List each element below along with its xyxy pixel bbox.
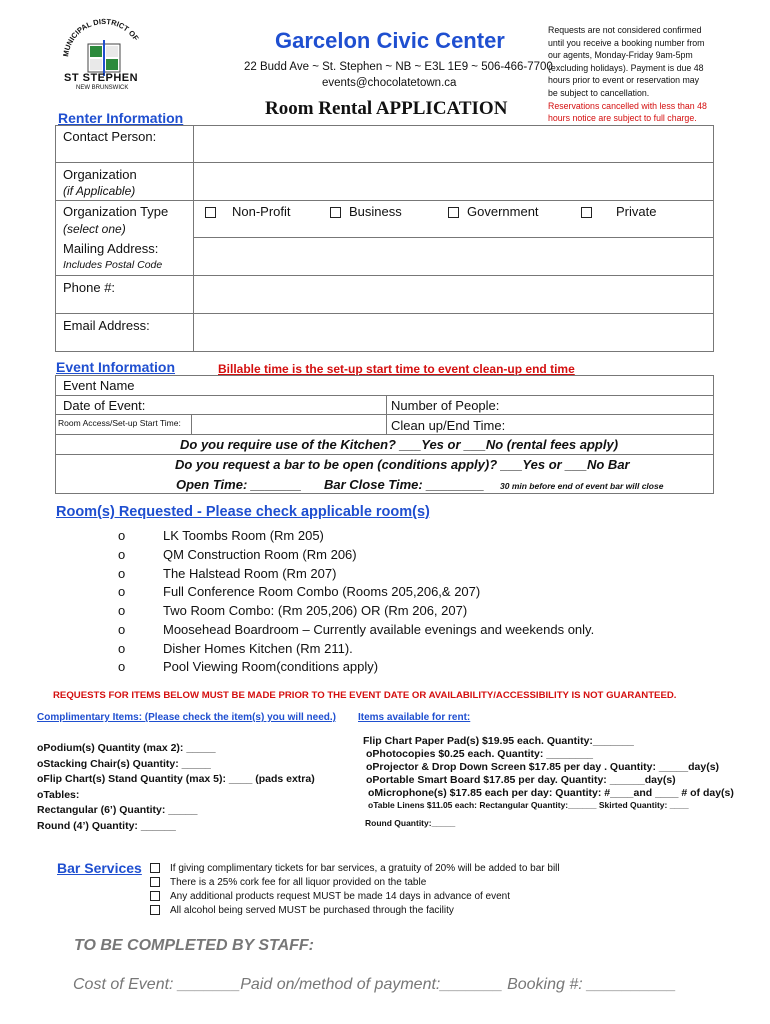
bar-service-item[interactable]: All alcohol being served MUST be purchased through the facility [150,905,454,916]
rent-item-linens[interactable]: oTable Linens $11.05 each: Rectangular Quantity:______ Skirted Quantity: ____ [368,800,689,810]
postal-note: Includes Postal Code [63,259,163,271]
access-input[interactable] [193,415,385,433]
staff-heading: TO BE COMPLETED BY STAFF: [74,937,315,954]
complimentary-list [37,741,315,835]
kitchen-question: Do you require use of the Kitchen? ___Yes or ___No (rental fees apply) [180,437,619,452]
notice-line: Requests are not considered confirmed [548,25,702,35]
checkbox-icon[interactable] [150,863,160,873]
room-option[interactable]: o The Halstead Room (Rm 207) [118,566,337,581]
contact-label: Contact Person: [63,129,157,144]
bar-question: Do you request a bar to be open (conditions apply)? ___Yes or ___No Bar [175,457,630,472]
rent-item-flipchart[interactable]: Flip Chart Paper Pad(s) $19.95 each. Quantity:_______ [363,735,634,747]
close-time: Bar Close Time: ________ [324,477,485,492]
cancel-line: Reservations cancelled with less than 48 [548,100,707,111]
logo-name: ST STEPHEN [64,72,139,84]
people-label: Number of People: [391,398,500,413]
bar-service-item[interactable]: There is a 25% cork fee for all liquor provided on the table [150,877,426,888]
room-option[interactable]: o Full Conference Room Combo (Rooms 205,206,& 207) [118,584,481,599]
phone-input[interactable] [195,276,713,312]
cleanup-label: Clean up/End Time: [391,418,506,433]
svg-text:MUNICIPAL DISTRICT OF: MUNICIPAL DISTRICT OF [61,16,141,58]
complimentary-heading: Complimentary Items: (Please check the item(s) you will need.) [37,712,336,723]
requests-notice: REQUESTS FOR ITEMS BELOW MUST BE MADE PRIOR TO THE EVENT DATE OR AVAILABILITY/ACCESSIBILITY IS NOT GUARANTEED. [53,690,677,701]
rent-item-projector[interactable]: oProjector & Drop Down Screen $17.85 per day . Quantity: _____day(s) [366,761,720,773]
rect-table-qty[interactable]: Rectangular (6’) Quantity: _____ [37,804,198,817]
room-option[interactable]: o Disher Homes Kitchen (Rm 211). [118,641,353,656]
flipchart-stand-item[interactable]: oFlip Chart(s) Stand Quantity (max 5): ____ (pads extra) [37,773,315,786]
address: 22 Budd Ave ~ St. Stephen ~ NB ~ E3L 1E9 ~ 506-466-7700 [244,61,553,73]
option-business[interactable]: Business [330,204,402,219]
option-private[interactable]: Private [581,204,656,219]
option-nonprofit[interactable]: Non-Profit [205,204,291,219]
mailing-label: Mailing Address: [63,241,159,256]
room-option[interactable]: o Moosehead Boardroom – Currently available evenings and weekends only. [118,622,595,637]
checkbox-icon[interactable] [581,207,592,218]
room-option[interactable]: o Two Room Combo: (Rm 205,206) OR (Rm 206, 207) [118,603,468,618]
rooms-heading: Room(s) Requested - Please check applicable room(s) [56,504,430,520]
notice-line: hours prior to event or reservation may [548,75,700,86]
rent-item-smartboard[interactable]: oPortable Smart Board $17.85 per day. Quantity: ______day(s) [366,774,676,786]
logo [58,10,150,95]
if-applicable-note: (if Applicable) [63,184,136,198]
mailing-input[interactable] [195,238,713,274]
staff-line[interactable]: Cost of Event: _______Paid on/method of payment:_______ Booking #: __________ [73,976,677,993]
notice-line: be subject to cancellation. [548,87,650,98]
access-label: Room Access/Set-up Start Time: [58,418,181,428]
organization-input[interactable] [195,163,713,199]
email-label: Email Address: [63,318,150,333]
room-option[interactable]: o LK Toombs Room (Rm 205) [118,528,324,543]
checkbox-icon[interactable] [150,891,160,901]
select-one-note: (select one) [63,222,126,236]
center-title: Garcelon Civic Center [275,28,505,53]
event-name-label: Event Name [63,378,135,393]
form-title: Room Rental APPLICATION [265,98,508,119]
checkbox-icon[interactable] [150,905,160,915]
notice-line: (excluding holidays). Payment is due 48 [548,62,704,73]
logo-sub: NEW BRUNSWICK [76,85,129,91]
email-input[interactable] [195,314,713,351]
podium-item[interactable]: oPodium(s) Quantity (max 2): _____ [37,742,216,754]
contact-input[interactable] [195,126,713,161]
phone-label: Phone #: [63,280,116,295]
organization-label: Organization [63,167,137,182]
event-date-input[interactable] [160,396,385,414]
event-name-input[interactable] [150,376,713,394]
open-time: Open Time: _______ [176,477,302,492]
checkbox-icon[interactable] [205,207,216,218]
billable-note: Billable time is the set-up start time to event clean-up end time [218,362,575,376]
notice-line: until you receive a booking number from [548,37,705,48]
event-heading: Event Information [56,359,176,375]
checkbox-icon[interactable] [448,207,459,218]
room-option[interactable]: o QM Construction Room (Rm 206) [118,547,357,562]
event-date-label: Date of Event: [63,398,146,413]
rent-item-microphone[interactable]: oMicrophone(s) $17.85 each per day: Quantity: #____and ____ # of day(s) [368,787,734,799]
notice-line: our agents, Monday-Friday 9am-5pm [548,50,693,61]
room-option[interactable]: o Pool Viewing Room(conditions apply) [118,659,379,674]
bar-services-heading: Bar Services [57,860,142,876]
rent-item-photocopies[interactable]: oPhotocopies $0.25 each. Quantity: ________ [366,748,594,760]
rent-item-round-linens[interactable]: Round Quantity:_____ [365,818,456,828]
email-contact: events@chocolatetown.ca [322,77,457,89]
chair-item[interactable]: oStacking Chair(s) Quantity: _____ [37,757,211,770]
notice [548,24,768,125]
close-note: 30 min before end of event bar will close [500,481,664,491]
cancel-line: hours notice are subject to full charge. [548,113,697,124]
bar-service-item[interactable]: Any additional products request MUST be made 14 days in advance of event [150,891,510,902]
rent-heading: Items available for rent: [358,712,471,723]
round-table-qty[interactable]: Round (4’) Quantity: ______ [37,819,176,832]
renter-heading: Renter Information [58,110,184,126]
people-input[interactable] [520,396,713,414]
bar-service-item[interactable]: If giving complimentary tickets for bar services, a gratuity of 20% will be added to bar bill [150,863,560,874]
option-government[interactable]: Government [448,204,539,219]
org-type-label: Organization Type [63,204,169,219]
checkbox-icon[interactable] [330,207,341,218]
cleanup-input[interactable] [520,415,713,433]
tables-item[interactable]: oTables: [37,788,80,801]
checkbox-icon[interactable] [150,877,160,887]
